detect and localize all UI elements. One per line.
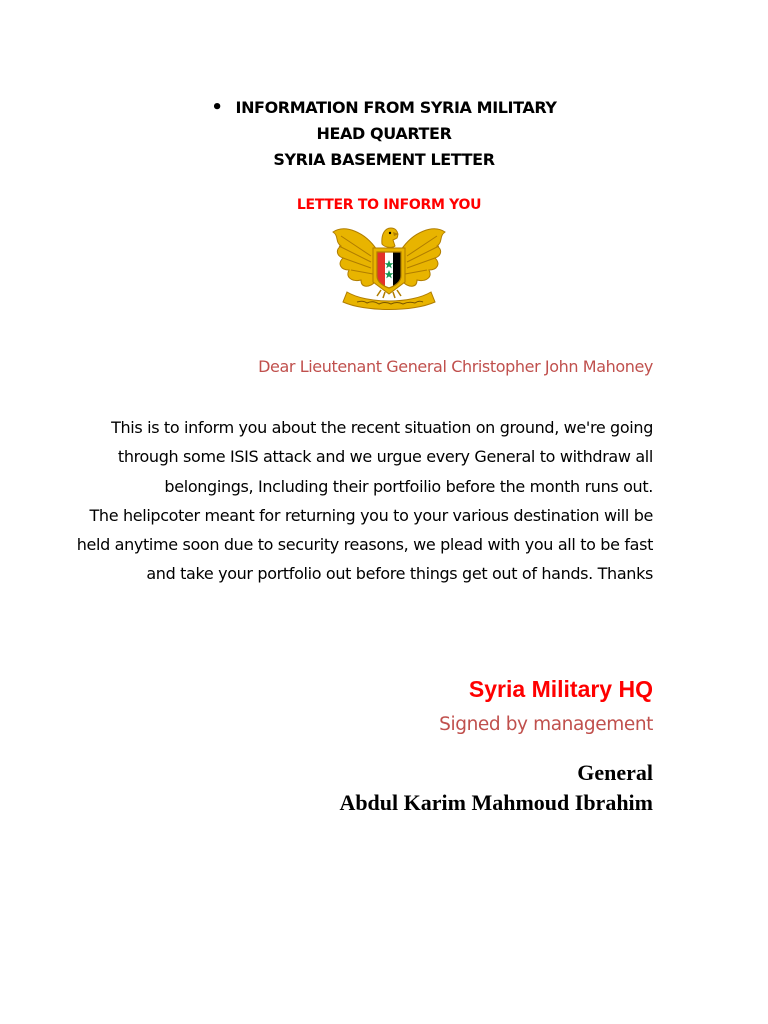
letter-subheader: LETTER TO INFORM YOU — [296, 197, 482, 213]
salutation: Dear Lieutenant General Christopher John Mahoney — [258, 357, 653, 376]
body-paragraph-1: This is to inform you about the recent situation on ground, we're going through some ISIS attack and we urgue every General to withdraw all belongings, Including their portfoilio before the month runs out. — [111, 418, 653, 496]
signatory-name: Abdul Karim Mahmoud Ibrahim — [339, 790, 653, 815]
header-line-3: SYRIA BASEMENT LETTER — [273, 150, 495, 169]
signed-by-line: Signed by management — [439, 714, 653, 735]
body-paragraph-2: The helipcoter meant for returning you to your various destination will be held anytime soon due to security reasons, we plead with you all to be fast and take your portfolio out before things get out of hands. Thanks — [76, 505, 653, 584]
syrian-eagle-emblem-icon — [327, 222, 451, 312]
header-line-1 — [211, 95, 556, 121]
header-title: INFORMATION FROM SYRIA MILITARY — [235, 98, 557, 117]
bullet-icon: • — [211, 97, 223, 118]
letter-body — [73, 413, 653, 589]
organization-name: Syria Military HQ — [468, 676, 653, 702]
signatory-title: General — [577, 760, 653, 785]
letter-header — [0, 95, 768, 173]
header-line-2: HEAD QUARTER — [316, 124, 452, 143]
